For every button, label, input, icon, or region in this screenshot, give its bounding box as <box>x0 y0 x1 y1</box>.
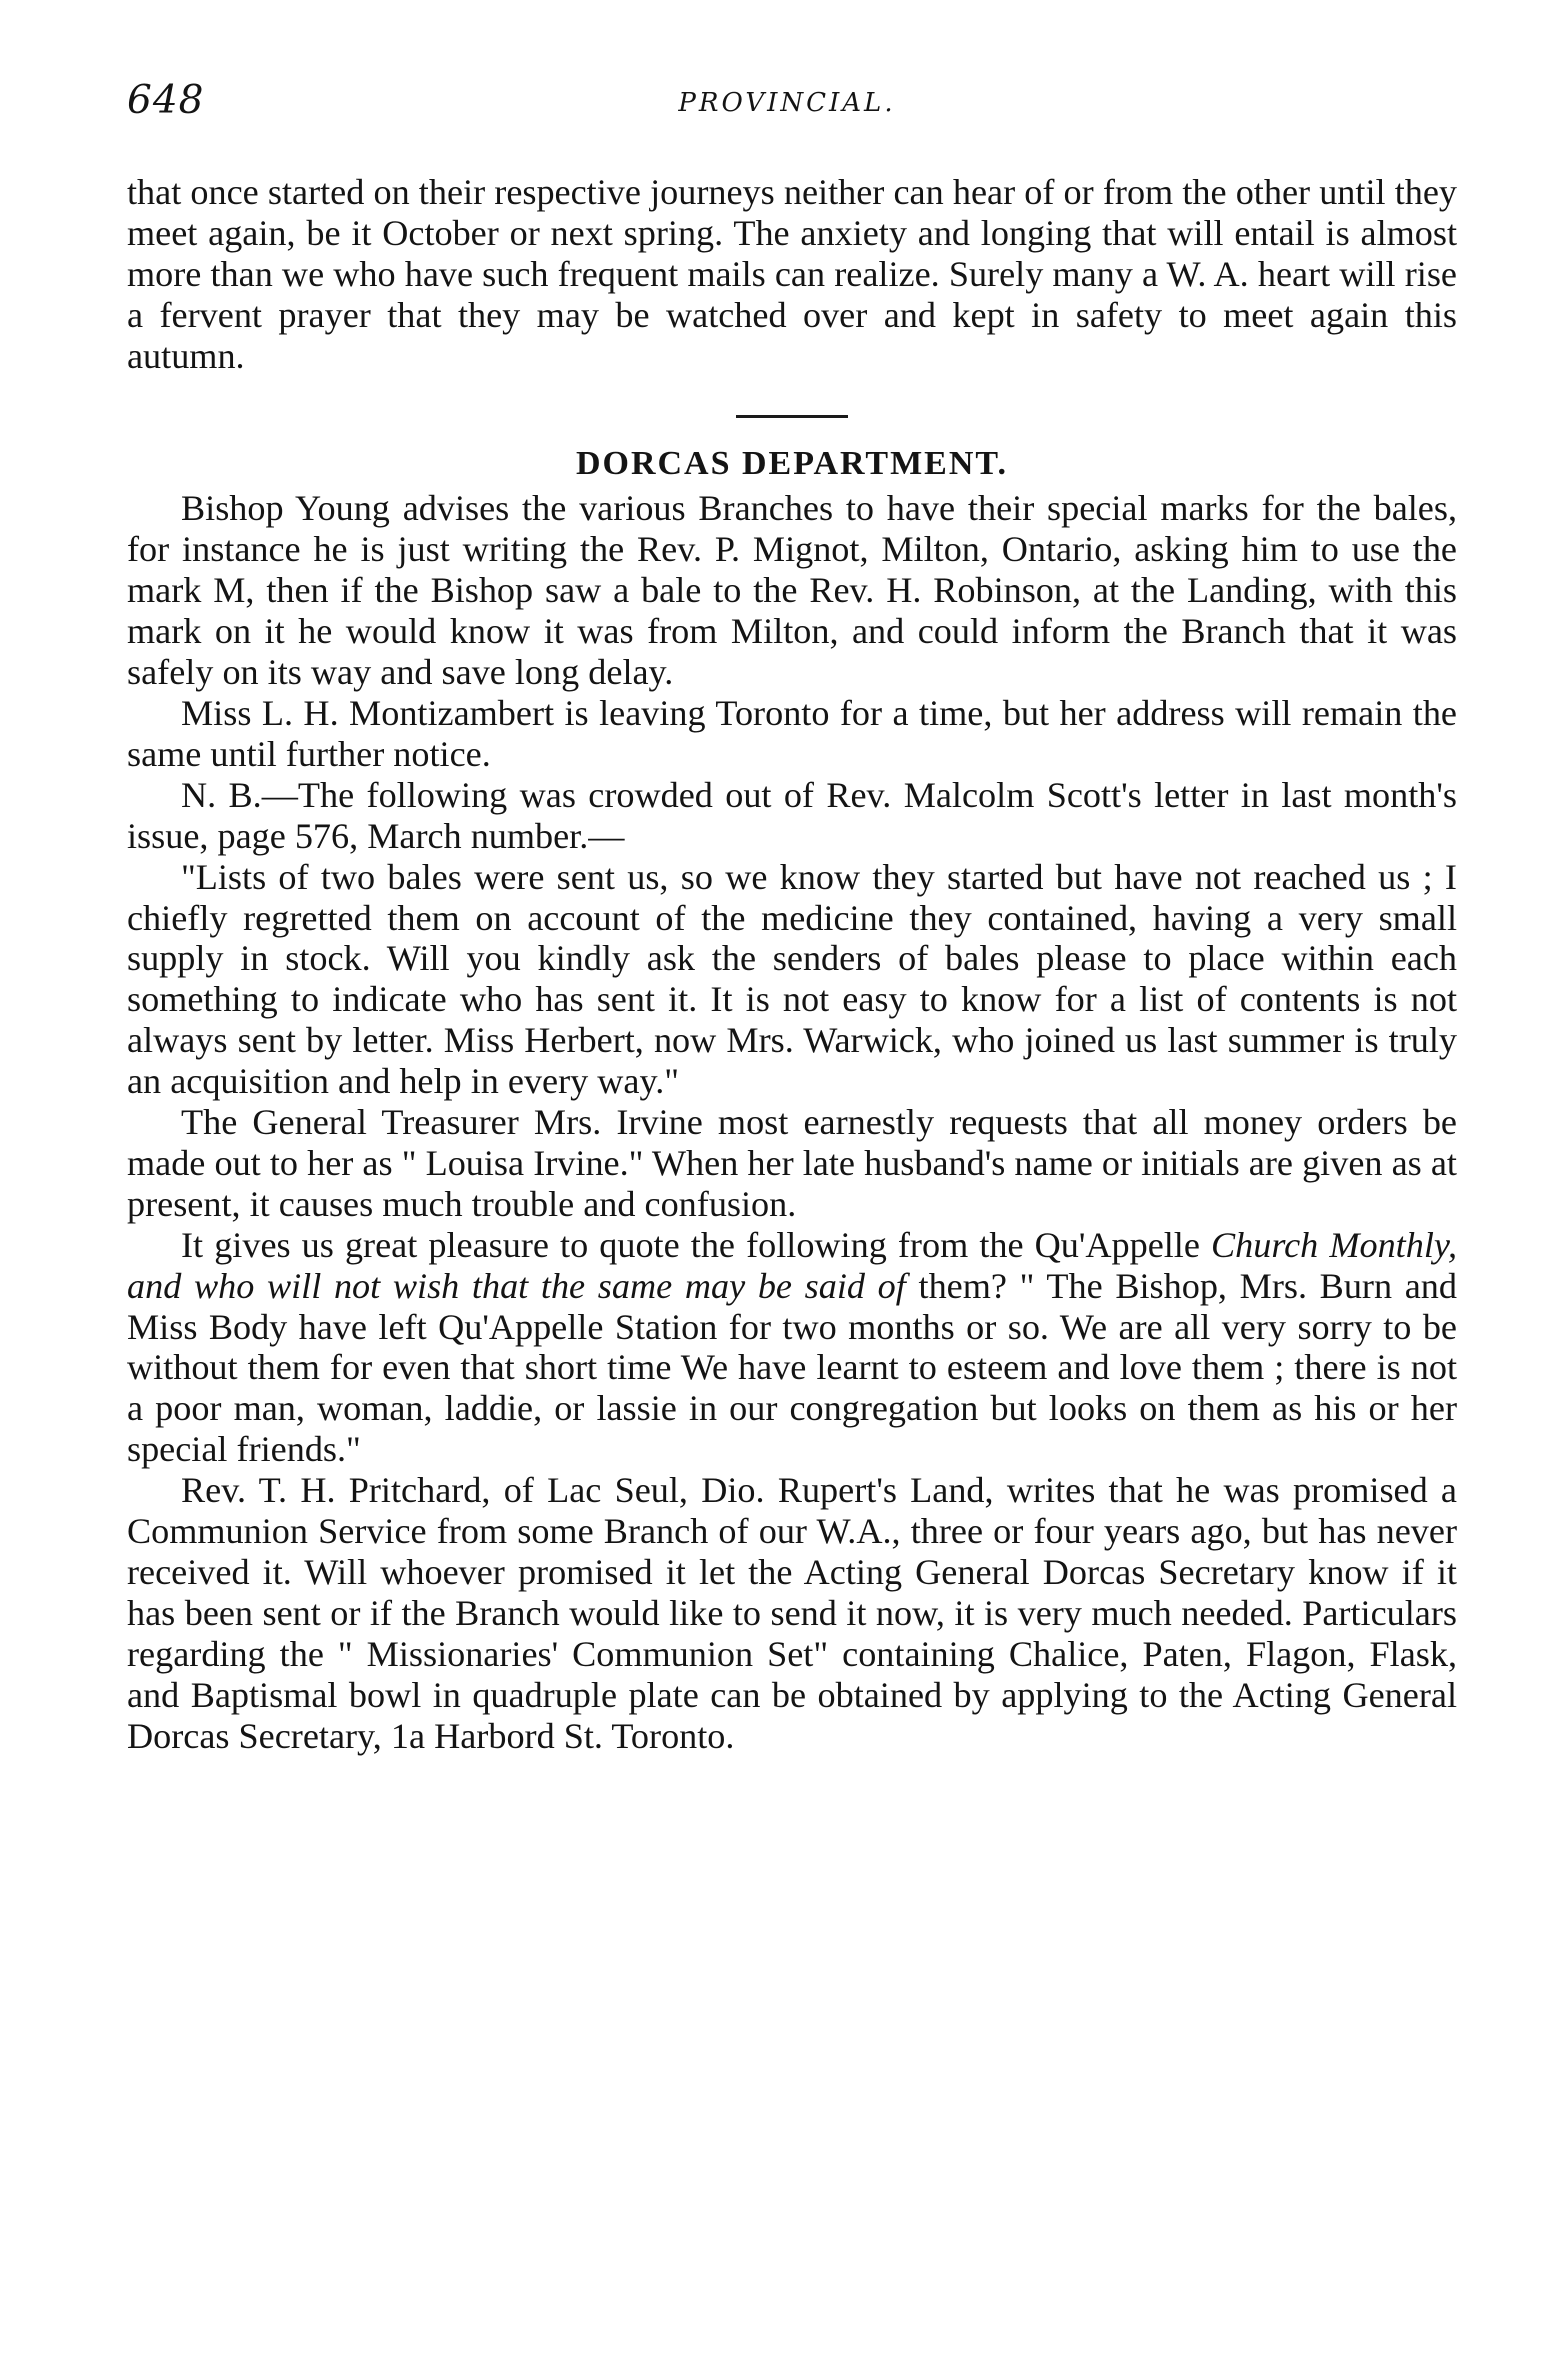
quappelle-quote: them? " The Bishop, Mrs. Burn and Miss Body have left Qu'Appelle Station for two months or so. We are all very sorry to be without them for even that short time We have learnt to esteem and love them ; there is not a poor man, woman, laddie, or lassie in our congregation but looks on them as his or her special friends." <box>127 1265 1457 1470</box>
page-header <box>127 78 1447 138</box>
running-head: PROVINCIAL. <box>678 88 896 118</box>
paragraph-continued: that once started on their respective journeys neither can hear of or from the other until they meet again, be it October or next spring. The anxiety and longing that will entail is almost more than we who have such frequent mails can realize. Surely many a W. A. heart will rise a fervent prayer that they may be watched over and kept in safety to meet again this autumn. <box>127 172 1457 376</box>
paragraph-bishop-young: Bishop Young advises the various Branches to have their special marks for the bales, for instance he is just writing the Rev. P. Mignot, Milton, Ontario, asking him to use the mark M, then if the Bishop saw a bale to the Rev. H. Robinson, at the Landing, with this mark on it he would know it was from Milton, and could inform the Branch that it was safely on its way and save long delay. <box>127 488 1457 693</box>
paragraph-montizambert: Miss L. H. Montizambert is leaving Toronto for a time, but her address will remain the same until further notice. <box>127 692 1457 774</box>
section-divider <box>736 415 848 418</box>
body-text <box>127 172 1457 1757</box>
paragraph-treasurer: The General Treasurer Mrs. Irvine most earnestly requests that all money orders be made out to her as " Louisa Irvine." When her late husband's name or initials are given as at present, it causes much trouble and confusion. <box>127 1102 1457 1224</box>
paragraph-quoted-letter: "Lists of two bales were sent us, so we know they started but have not reached us ; I chiefly regretted them on account of the medicine they contained, having a very small supply in stock. Will you kindly ask the senders of bales please to place within each something to indicate who has sent it. It is not easy to know for a list of contents is not always sent by letter. Miss Herbert, now Mrs. Warwick, who joined us last summer is truly an acquisition and help in every way." <box>127 856 1457 1102</box>
paragraph-pritchard: Rev. T. H. Pritchard, of Lac Seul, Dio. Rupert's Land, writes that he was promised a Communion Service from some Branch of our W.A., three or four years ago, but has never received it. Will whoever promised it let the Acting General Dorcas Secretary know if it has been sent or if the Branch would like to send it now, it is very much needed. Particulars regarding the " Missionaries' Communion Set" containing Chalice, Paten, Flagon, Flask, and Baptismal bowl in quadruple plate can be obtained by applying to the Acting General Dorcas Secretary, 1a Harbord St. Toronto. <box>127 1470 1457 1756</box>
page-number: 648 <box>127 78 205 123</box>
paragraph-quappelle <box>127 1225 1457 1470</box>
quappelle-italic: Church Monthly, and who will not wish that the same may be said of <box>127 1224 1457 1306</box>
quappelle-intro: It gives us great pleasure to quote the following from the Qu'Appelle <box>181 1224 1212 1265</box>
section-heading: DORCAS DEPARTMENT. <box>575 444 1009 482</box>
paragraph-nota-bene: N. B.—The following was crowded out of Rev. Malcolm Scott's letter in last month's issue, page 576, March number.— <box>127 774 1457 856</box>
